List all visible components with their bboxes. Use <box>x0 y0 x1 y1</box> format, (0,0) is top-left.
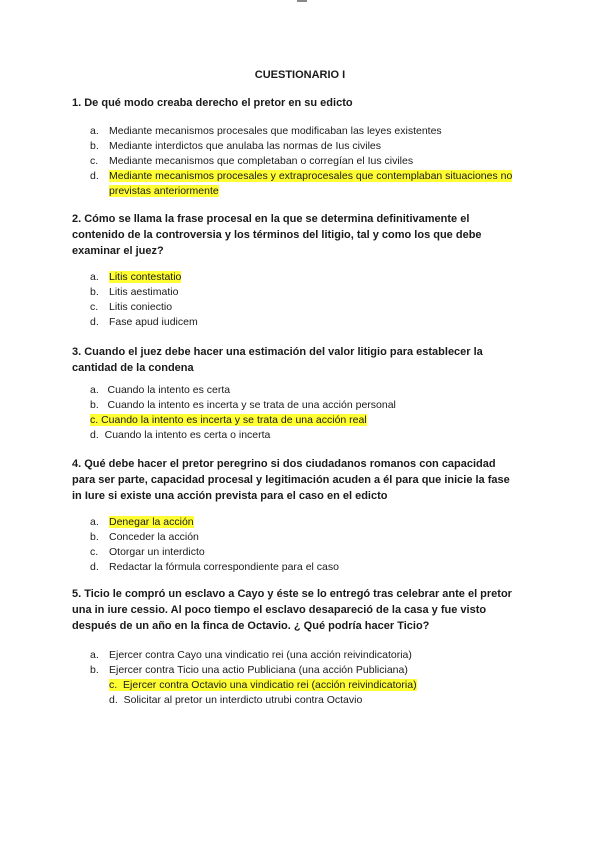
option-label: d. <box>90 429 99 441</box>
option-text: Ejercer contra Ticio una actio Publiciana (una acción Publiciana) <box>109 664 408 676</box>
option-3a <box>90 383 530 398</box>
header-mark <box>297 0 307 2</box>
option-4b <box>90 530 530 545</box>
option-text: Litis aestimatio <box>109 286 179 298</box>
option-text: Mediante mecanismos que completaban o corregían el Ius civiles <box>109 155 414 167</box>
highlighted-answer <box>90 414 367 426</box>
page-title: CUESTIONARIO I <box>254 69 346 81</box>
option-text: Conceder la acción <box>109 531 199 543</box>
question-2: 2. Cómo se llama la frase procesal en la que se determina definitivamente el contenido de la controversia y los términos del litigio, tal y como los que debe examinar el juez? <box>72 213 482 257</box>
option-4c <box>90 545 530 560</box>
option-1b <box>90 139 530 154</box>
question-2-options <box>90 270 530 330</box>
option-text: Mediante mecanismos procesales que modificaban las leyes existentes <box>109 125 442 137</box>
option-label: a. <box>90 516 99 528</box>
option-3b <box>90 398 530 413</box>
option-text: Otorgar un interdicto <box>109 546 205 558</box>
option-label: c. <box>90 414 99 426</box>
highlighted-answer: Denegar la acción <box>109 516 194 528</box>
option-label: b. <box>90 140 99 152</box>
option-label: d. <box>109 694 118 706</box>
option-label: d. <box>90 561 99 573</box>
option-text: Cuando la intento es incerta y se trata de una acción personal <box>107 399 396 411</box>
option-text: Ejercer contra Octavio una vindicatio rei (acción reivindicatoria) <box>123 679 417 691</box>
question-1-options <box>90 124 530 199</box>
option-label: c. <box>109 679 118 691</box>
option-label: b. <box>90 664 99 676</box>
option-3c-correct <box>90 413 530 428</box>
option-text: Cuando la intento es incerta y se trata de una acción real <box>101 414 367 426</box>
option-label: a. <box>90 649 99 661</box>
option-5b <box>90 663 530 678</box>
highlighted-answer <box>109 679 417 691</box>
option-label: c. <box>90 546 99 558</box>
option-2c <box>90 300 530 315</box>
option-label: b. <box>90 286 99 298</box>
option-text: Litis coniectio <box>109 301 173 313</box>
option-label: d. <box>90 170 99 182</box>
option-text: Solicitar al pretor un interdicto utrubi contra Octavio <box>123 694 363 706</box>
option-text: Ejercer contra Cayo una vindicatio rei (una acción reivindicatoria) <box>109 649 412 661</box>
question-5-options <box>90 648 530 708</box>
question-3: 3. Cuando el juez debe hacer una estimación del valor litigio para establecer la cantidad de la condena <box>72 346 483 374</box>
option-label: a. <box>90 271 99 283</box>
option-text: Mediante interdictos que anulaba las normas de Ius civiles <box>109 140 381 152</box>
option-text: Cuando la intento es certa o incerta <box>104 429 271 441</box>
question-1: 1. De qué modo creaba derecho el pretor en su edicto <box>72 97 353 109</box>
option-label: c. <box>90 301 99 313</box>
option-1d-correct <box>90 169 530 199</box>
option-label: a. <box>90 125 99 137</box>
option-label: a. <box>90 384 99 396</box>
option-label: c. <box>90 155 99 167</box>
highlighted-answer: Mediante mecanismos procesales y extraprocesales que contemplaban situaciones no previstas anteriormente <box>109 170 513 197</box>
question-3-options <box>90 383 530 443</box>
option-text: Redactar la fórmula correspondiente para el caso <box>109 561 339 573</box>
option-1a <box>90 124 530 139</box>
option-2d <box>90 315 530 330</box>
question-4-options <box>90 515 530 575</box>
option-2a-correct <box>90 270 530 285</box>
question-4: 4. Qué debe hacer el pretor peregrino si dos ciudadanos romanos con capacidad para ser parte, capacidad procesal y legitimación acuden a él para que inicie la fase in Iure si existe una acción prevista para el caso en el edicto <box>72 458 510 502</box>
option-label: b. <box>90 399 99 411</box>
option-4a-correct <box>90 515 530 530</box>
option-label: d. <box>90 316 99 328</box>
option-5c-correct <box>90 678 530 693</box>
option-2b <box>90 285 530 300</box>
option-text: Fase apud iudicem <box>109 316 198 328</box>
option-5d <box>90 693 530 708</box>
option-label: b. <box>90 531 99 543</box>
option-4d <box>90 560 530 575</box>
option-3d <box>90 428 530 443</box>
option-5a <box>90 648 530 663</box>
highlighted-answer: Litis contestatio <box>109 271 182 283</box>
question-5: 5. Ticio le compró un esclavo a Cayo y éste se lo entregó tras celebrar ante el pretor una in iure cessio. Al poco tiempo el esclavo desapareció de la casa y fue visto después de un año en la finca de Octavio. ¿ Qué podría hacer Ticio? <box>72 588 512 632</box>
option-1c <box>90 154 530 169</box>
option-text: Cuando la intento es certa <box>107 384 231 396</box>
